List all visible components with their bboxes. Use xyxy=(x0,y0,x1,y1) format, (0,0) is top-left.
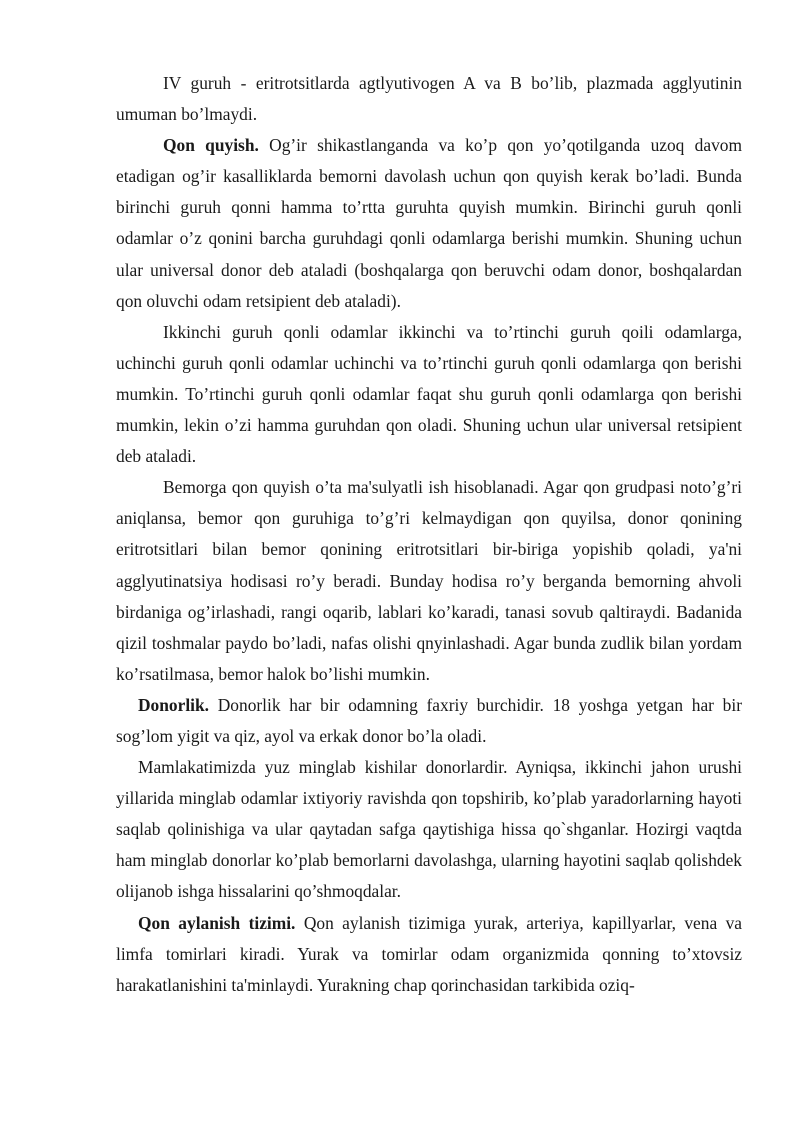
paragraph-text: Mamlakatimizda yuz minglab kishilar donorlardir. Ayniqsa, ikkinchi jahon urushi yillarida minglab odamlar ixtiyoriy ravishda qon topshirib, ko’plab yaradorlarning hayoti saqlab qolinishiga va ular qaytadan safga qaytishiga hissa qo`shganlar. Hozirgi vaqtda ham minglab donorlar ko’plab bemorlarni davolashga, ularning hayotini saqlab qolishdek olijanob ishga hissalarini qo’shmoqdalar. xyxy=(116,757,742,902)
paragraph-universal-recipient xyxy=(116,317,742,472)
section-heading-blood-transfusion: Qon quyish. xyxy=(163,135,259,156)
paragraph-blood-transfusion xyxy=(116,130,742,317)
paragraph-circulatory-system xyxy=(116,908,742,1001)
section-heading-donorship: Donorlik. xyxy=(138,694,210,715)
paragraph-donorship xyxy=(116,690,742,752)
paragraph-text: Og’ir shikastlanganda va ko’p qon yo’qotilganda uzoq davom etadigan og’ir kasalliklarda bemorni davolash uchun qon quyish kerak bo’ladi. Bunda birinchi guruh qonni hamma to’rtta guruhta quyish mumkin. Birinchi guruh qonli odamlar o’z qonini barcha guruhdagi qonli odamlarga berishi mumkin. Shuning uchun ular universal donor deb ataladi (boshqalarga qon beruvchi odam donor, boshqalardan qon oluvchi odam retsipient deb ataladi). xyxy=(116,135,742,311)
paragraph-blood-group-iv xyxy=(116,68,742,130)
document-body xyxy=(116,68,742,1001)
paragraph-text: Donorlik har bir odamning faxriy burchidir. 18 yoshga yetgan har bir sog’lom yigit va qiz, ayol va erkak donor bo’la oladi. xyxy=(116,694,742,746)
paragraph-text: Qon aylanish tizimiga yurak, arteriya, kapillyarlar, vena va limfa tomirlari kiradi. Yurak va tomirlar odam organizmida qonning to’xtovsiz harakatlanishini ta'minlaydi. Yurakning chap qorinchasidan tarkibida oziq- xyxy=(116,912,743,995)
paragraph-text: Ikkinchi guruh qonli odamlar ikkinchi va to’rtinchi guruh qoili odamlarga, uchinchi guruh qonli odamlar uchinchi va to’rtinchi guruh qonli odamlarga qon berishi mumkin. To’rtinchi guruh qonli odamlar faqat shu guruh qonli odamlarga qon berishi mumkin, lekin o’zi hamma guruhdan qon oladi. Shuning uchun ular universal retsipient deb ataladi. xyxy=(116,321,742,467)
paragraph-donors-history xyxy=(116,752,742,907)
paragraph-text: Bemorga qon quyish o’ta ma'sulyatli ish hisoblanadi. Agar qon grudpasi noto’g’ri aniqlansa, bemor qon guruhiga to’g’ri kelmaydigan qon quyilsa, donor qonining eritrotsitlari bilan bemor qonining eritrotsitlari bir-biriga yopishib qoladi, ya'ni agglyutinatsiya hodisasi ro’y beradi. Bunday hodisa ro’y berganda bemorning ahvoli birdaniga og’irlashadi, rangi oqarib, lablari ko’karadi, tanasi sovub qaltiraydi. Badanida qizil toshmalar paydo bo’ladi, nafas olishi qnyinlashadi. Agar bunda zudlik bilan yordam ko’rsatilmasa, bemor halok bo’lishi mumkin. xyxy=(116,477,742,684)
section-heading-circulatory-system: Qon aylanish tizimi. xyxy=(138,912,296,933)
paragraph-text: IV guruh - eritrotsitlarda agtlyutivogen A va B bo’lib, plazmada agglyutinin umuman bo’lmaydi. xyxy=(116,73,742,125)
paragraph-agglutination xyxy=(116,472,742,690)
